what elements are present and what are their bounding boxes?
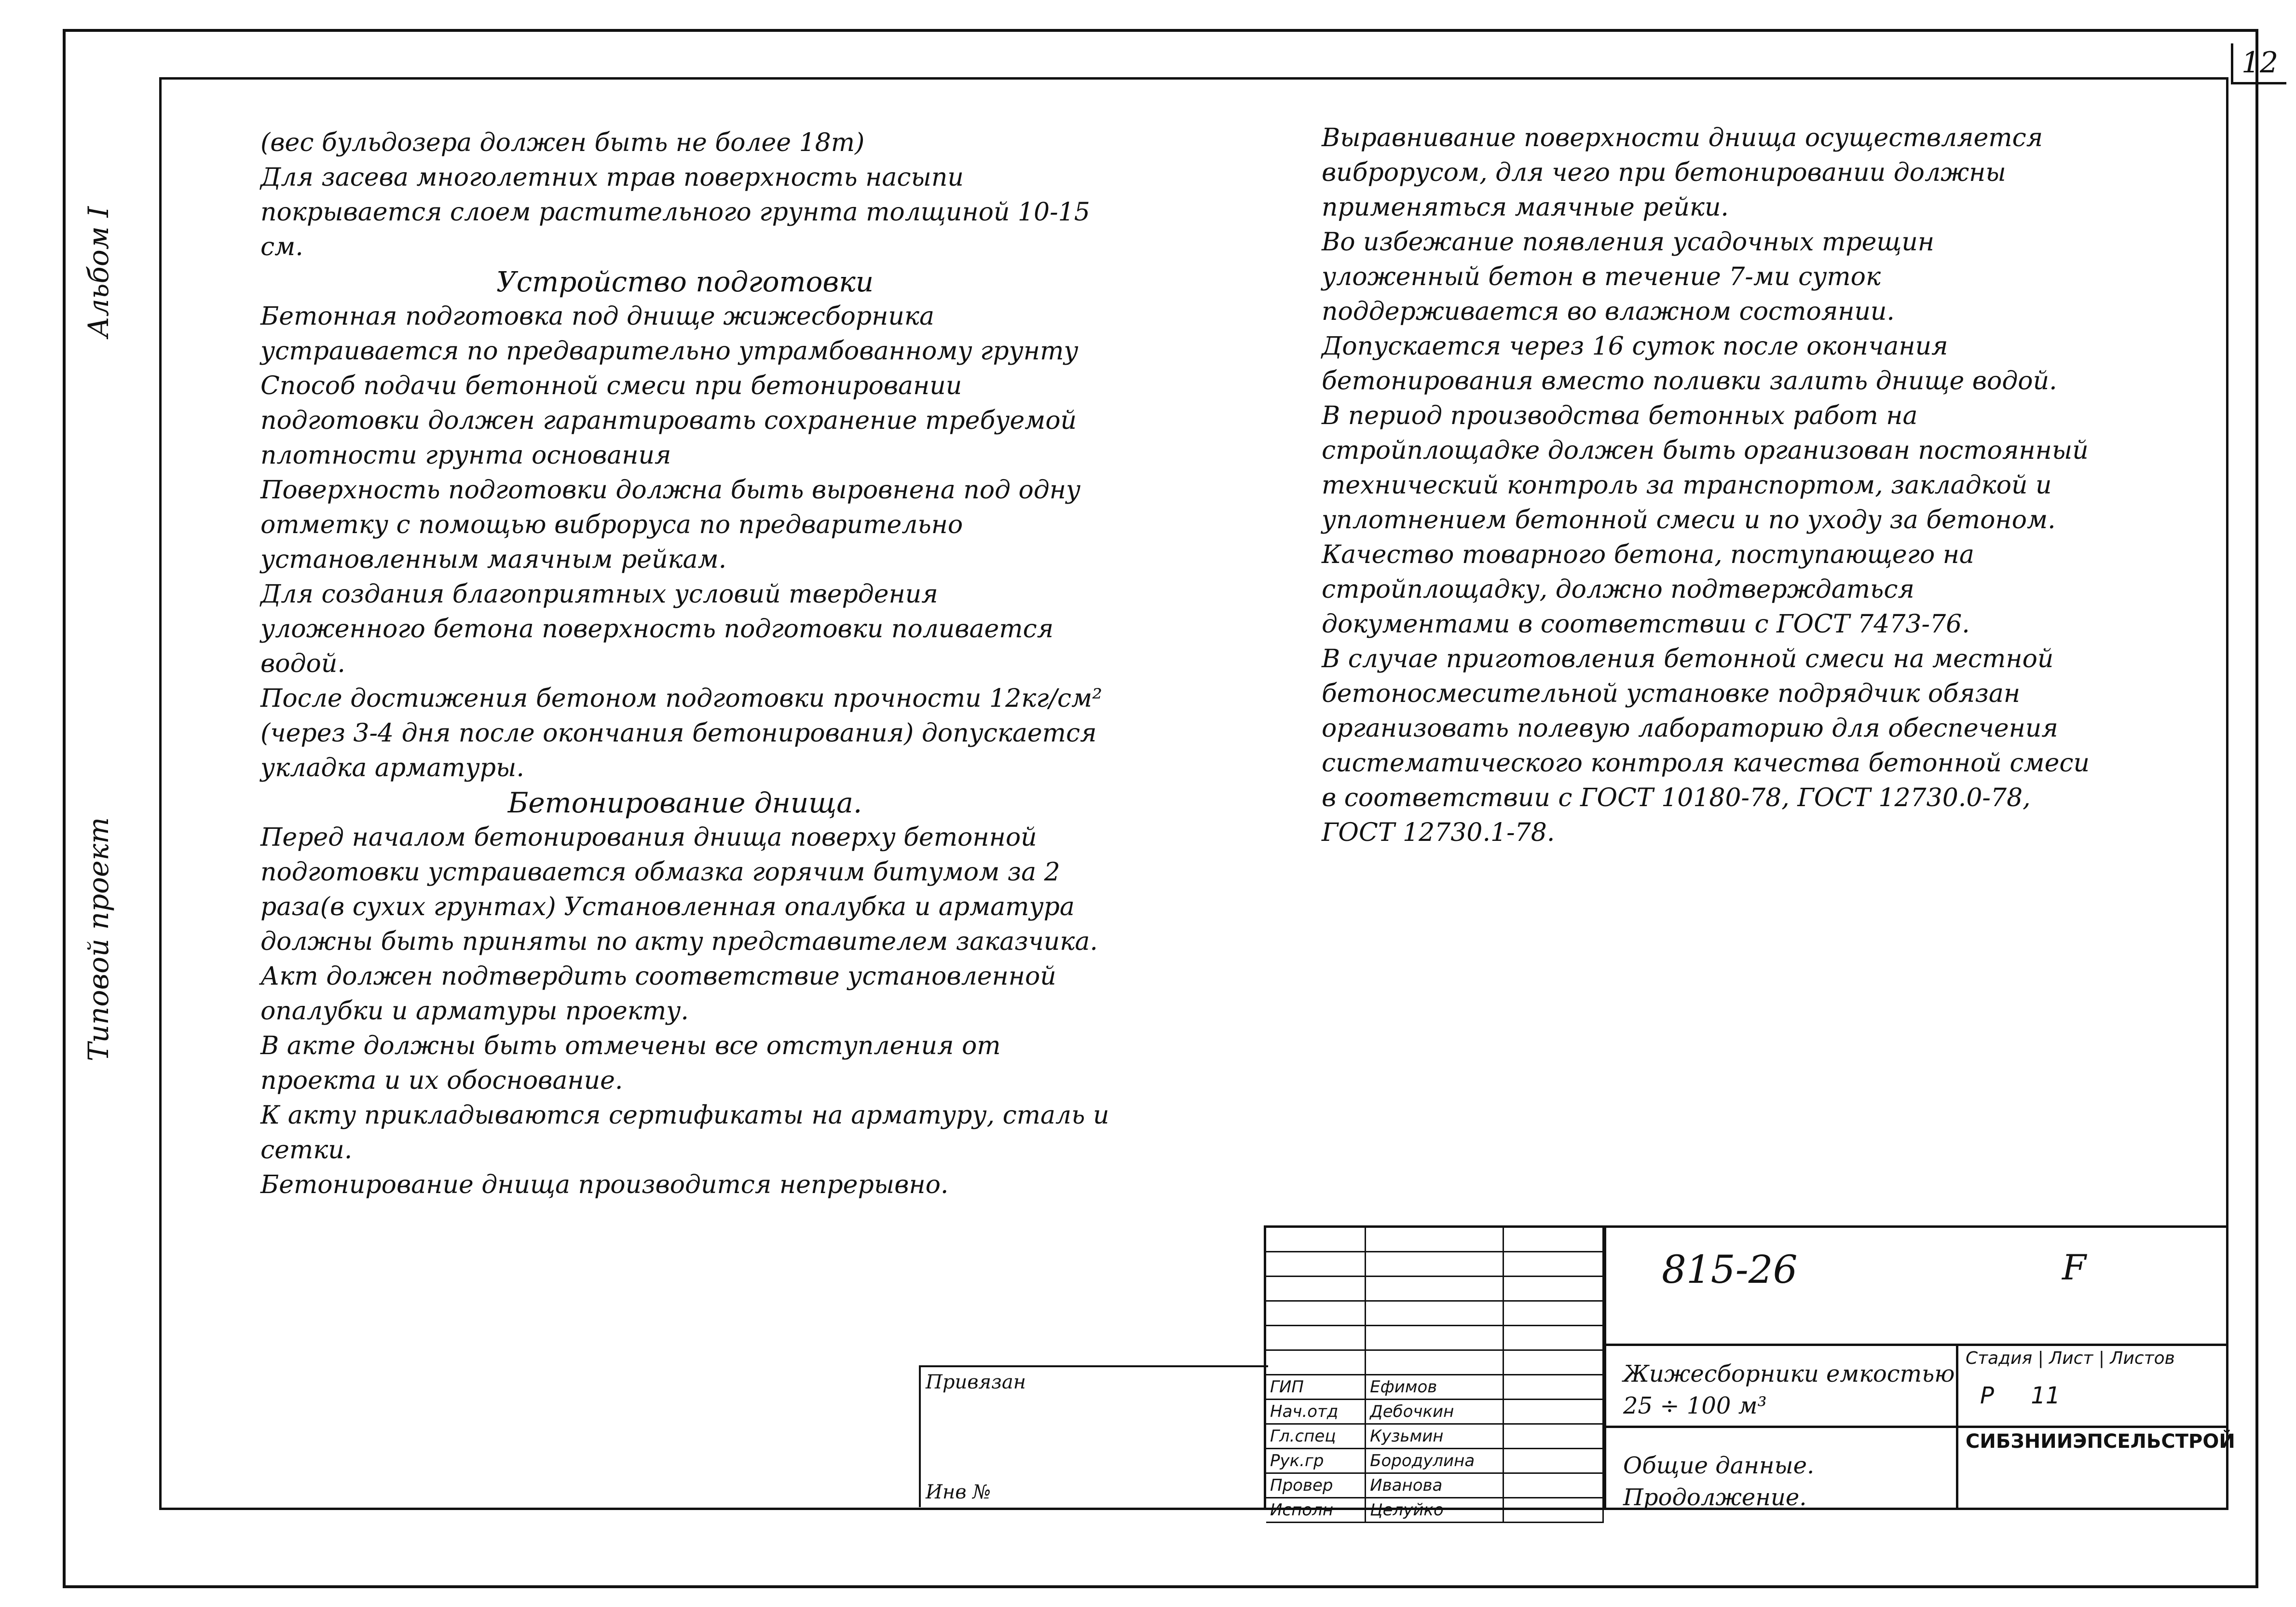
stage-header-sheet: Лист [2049, 1348, 2093, 1368]
stage-header: Стадия | Лист | Листов [1966, 1348, 2175, 1368]
binding-block [919, 1365, 1268, 1507]
paragraph: Акт должен подтвердить соответствие установленной опалубки и арматуры проекту. [260, 962, 1065, 1026]
organization: СИБЗНИИЭПСЕЛЬСТРОЙ [1966, 1430, 2235, 1453]
paragraph: В акте должны быть отмечены все отступления от проекта и их обоснование. [260, 1031, 1009, 1095]
role-cell [1266, 1252, 1366, 1276]
paragraph: Во избежание появления усадочных трещин уложенный бетон в течение 7-ми суток поддерживается во влажном состоянии. [1322, 228, 1942, 326]
paragraph: Выравнивание поверхности днища осуществляется виброрусом, для чего при бетонировании должны применяться маячные рейки. [1322, 124, 2051, 222]
sheet-number: 12 [2231, 43, 2286, 84]
role-cell [1266, 1228, 1366, 1251]
stage-header-sheets: Листов [2110, 1348, 2175, 1368]
stage-letter: Р [1980, 1382, 1994, 1409]
role-cell [1266, 1277, 1366, 1300]
role-cell [1266, 1326, 1366, 1349]
right-text-column [1322, 121, 2098, 850]
name-cell: Кузьмин [1366, 1425, 1504, 1448]
inventory-label: Инв № [926, 1481, 991, 1503]
name-cell: Ефимов [1366, 1375, 1504, 1399]
role-cell: Нач.отд [1266, 1400, 1366, 1423]
paragraph: Поверхность подготовки должна быть выровнена под одну отметку с помощью виброруса по предварительно установленным маячным рейкам. [260, 476, 1089, 574]
signature-cell [1504, 1228, 1604, 1251]
name-cell [1366, 1326, 1504, 1349]
signature-cell [1504, 1351, 1604, 1374]
drawing-code: 815-26 [1662, 1247, 1798, 1292]
paragraph: Для создания благоприятных условий твердения уложенного бетона поверхность подготовки поливается водой. [260, 580, 1062, 678]
sheet-letter: F [2062, 1247, 2086, 1288]
signature-cell [1504, 1302, 1604, 1325]
name-cell: Бородулина [1366, 1449, 1504, 1472]
role-cell: Провер [1266, 1474, 1366, 1497]
paragraph: Для засева многолетних трав поверхность насыпи покрывается слоем растительного грунта толщиной 10-15 см. [260, 163, 1098, 261]
binding-label: Привязан [926, 1371, 1026, 1393]
signature-cell [1504, 1400, 1604, 1423]
drawing-title: Жижесборники емкостью 25 ÷ 100 м³ [1623, 1360, 1955, 1419]
drawing-subtitle: Общие данные. Продолжение. [1623, 1452, 1815, 1511]
type-label: Типовой проект [82, 817, 115, 1061]
paragraph: (вес бульдозера должен быть не более 18т) [260, 128, 865, 157]
signature-cell [1504, 1449, 1604, 1472]
stage-header-stage: Стадия [1966, 1348, 2033, 1368]
paragraph: Допускается через 16 суток после окончания бетонирования вместо поливки залить днище водой. [1322, 332, 2057, 396]
role-cell: ГИП [1266, 1375, 1366, 1399]
left-text-column [260, 125, 1117, 1202]
paragraph: Бетонирование днища производится непрерывно. [260, 1170, 949, 1199]
paragraph: В период производства бетонных работ на стройплощадке должен быть организован постоянный технический контроль за транспортом, закладкой и уплотнением бетонной смеси и по уходу за бетоном. [1322, 401, 2097, 535]
paragraph: После достижения бетоном подготовки прочности 12кг/см² (через 3-4 дня после окончания бетонирования) допускается укладка арматуры. [260, 684, 1110, 783]
roles-grid [1266, 1228, 1604, 1520]
paragraph: Перед началом бетонирования днища поверху бетонной подготовки устраивается обмазка горячим битумом за 2 раза(в сухих грунтах) Установленная опалубка и арматура должны быть приняты по акту представителем заказчика. [260, 823, 1098, 956]
paragraph: К акту прикладываются сертификаты на арматуру, сталь и сетки. [260, 1101, 1117, 1165]
paragraph: Устройство подготовки [496, 265, 874, 298]
name-cell: Целуйко [1366, 1498, 1504, 1522]
signature-cell [1504, 1498, 1604, 1522]
role-cell: Гл.спец [1266, 1425, 1366, 1448]
signature-cell [1504, 1252, 1604, 1276]
name-cell [1366, 1252, 1504, 1276]
sheet-count: 11 [2031, 1382, 2061, 1409]
title-block [1264, 1225, 2235, 1520]
name-cell: Иванова [1366, 1474, 1504, 1497]
role-cell: Рук.гр [1266, 1449, 1366, 1472]
signature-cell [1504, 1326, 1604, 1349]
paragraph: Бетонирование днища. [507, 786, 862, 819]
stage-value [1980, 1382, 2060, 1409]
signature-cell [1504, 1425, 1604, 1448]
name-cell [1366, 1351, 1504, 1374]
signature-cell [1504, 1375, 1604, 1399]
role-cell: Исполн [1266, 1498, 1366, 1522]
name-cell [1366, 1228, 1504, 1251]
signature-cell [1504, 1474, 1604, 1497]
role-cell [1266, 1302, 1366, 1325]
paragraph: Способ подачи бетонной смеси при бетонировании подготовки должен гарантировать сохранение требуемой плотности грунта основания [260, 371, 1085, 470]
signature-cell [1504, 1277, 1604, 1300]
album-label: Альбом I [82, 206, 115, 338]
name-cell: Дебочкин [1366, 1400, 1504, 1423]
name-cell [1366, 1302, 1504, 1325]
paragraph: Бетонная подготовка под днище жижесборника устраивается по предварительно утрамбованному грунту [260, 302, 1079, 366]
paragraph: В случае приготовления бетонной смеси на местной бетоносмесительной установке подрядчик обязан организовать полевую лабораторию для обеспечения систематического контроля качества бетонной смеси в соответствии с ГОСТ 10180-78, ГОСТ 12730.0-78, ГОСТ 12730.1-78. [1322, 645, 2098, 847]
name-cell [1366, 1277, 1504, 1300]
role-cell [1266, 1351, 1366, 1374]
paragraph: Качество товарного бетона, поступающего на стройплощадку, должно подтверждаться документами в соответствии с ГОСТ 7473-76. [1322, 540, 1982, 639]
